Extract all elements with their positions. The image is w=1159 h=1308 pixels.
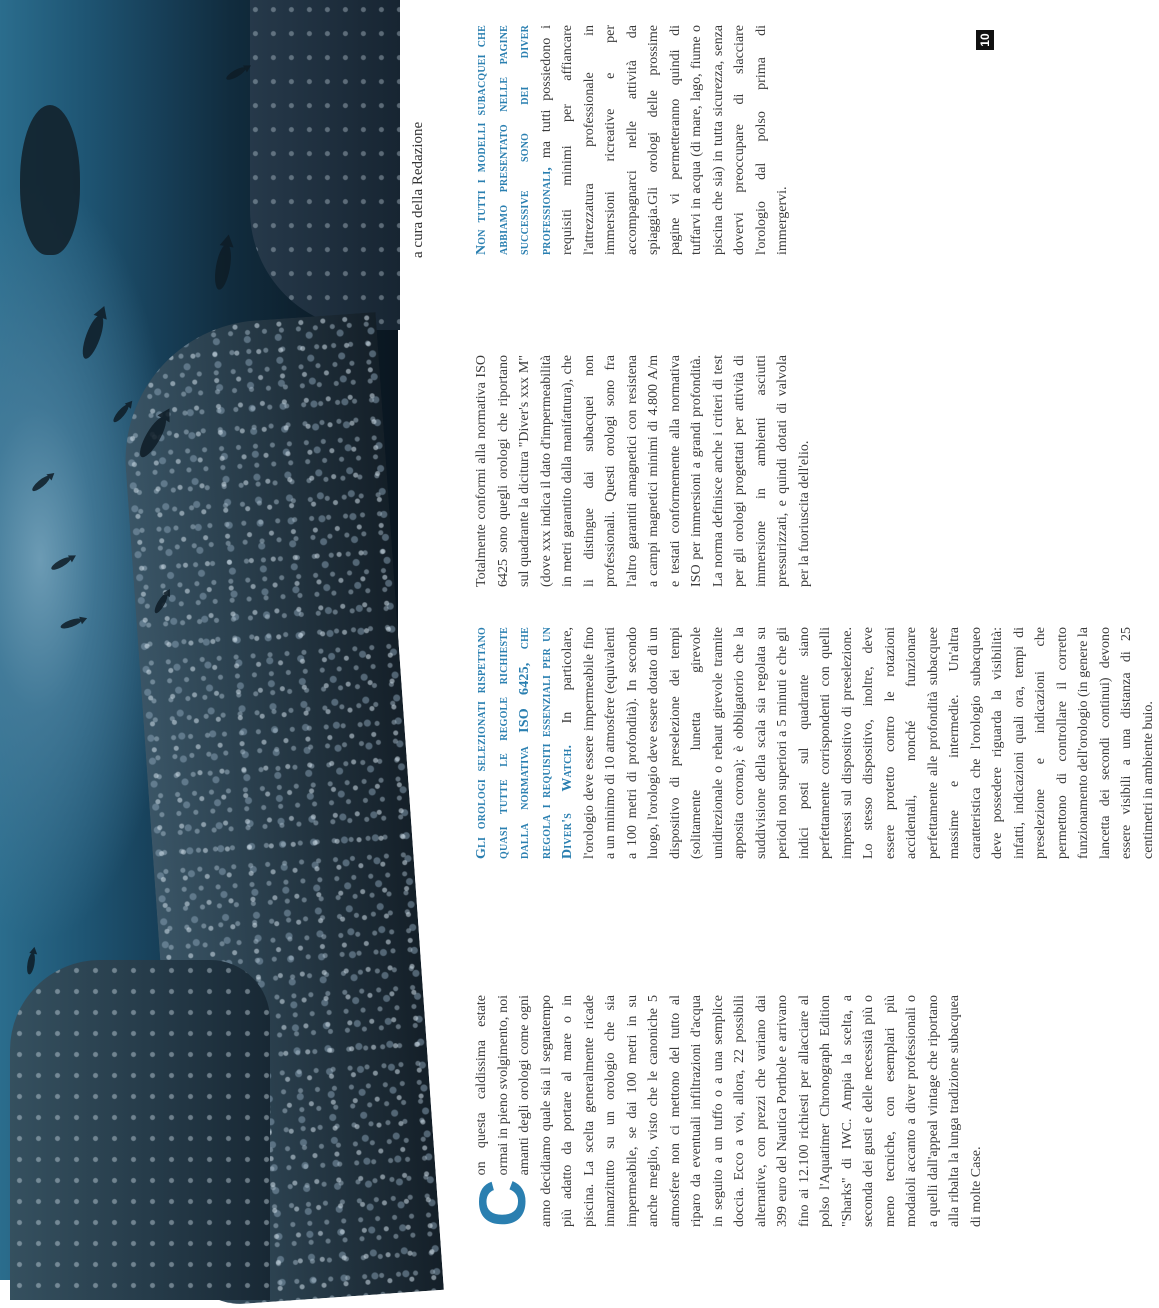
text-column-1 [465,995,991,1227]
intro-text: on questa caldissima estate ormai in pieno svolgimento, noi amanti degli orologi come ogni anno decidiamo quale sia il segnatempo più adatto da portare al mare o in piscina. La scelta generalmente ricade innanzitutto su un orologio che sia impermeabile, se dai 100 metri in su anche meglio, visto che le canoniche 5 atmosfere non ci mettono del tutto al riparo da eventuali infiltrazioni d'acqua in seguito a un tuffo o a una semplice doccia. Ecco a voi, allora, 22 possibili alternative, con prezzi che variano dai 399 euro del Nautica Porthole e arrivano fino ai 12.100 richiesti per allacciare al polso l'Aquatimer Chronograph Edition "Sharks" di IWC. Ampia la scelta, a seconda dei gusti e delle necessità più o meno tecniche, con esemplari più modaioli accanto a diver professionali o a quelli dall'appeal vintage che riportano alla ribalta la lunga tradizione subacquea di molte Case. [474,995,984,1227]
iso-paragraph [471,627,1159,859]
section-lead-iso: Gli orologi selezionati rispettano quasi tutte le regole richieste dalla normativa ISO 6425, che regola i requisiti essenziali per un Diver's Watch. [474,627,575,859]
fish [30,474,51,494]
fish [225,65,248,82]
drop-cap: C [465,1179,539,1227]
text-column-2 [471,627,1156,859]
intro-paragraph [465,995,987,1227]
page-number: 10 [976,30,994,50]
reef-rock [10,960,270,1300]
byline: a cura della Redazione [410,121,426,258]
conformity-paragraph [471,355,815,587]
conformity-text: Totalmente conformi alla normativa ISO 6425 sono quegli orologi che riportano sul quadrante la dicitura "Diver's xxx M" (dove xxx indica il dato d'impermeabilità in metri garantito dalla manifattura), che li distingue dai subacquei non professionali. Questi orologi sono fra l'altro garantiti amagnetici con resistena a campi magnetici minimi di 4.800 A/m e testati conformemente alla normativa ISO per immersioni a grandi profondità. La norma definisce anche i criteri di test per gli orologi progettati per attività di immersione in ambienti asciutti pressurizzati, e quindi dotati di valvola per la fuoriuscita dell'elio. [474,355,812,587]
models-text: ma tutti possiedono i requisiti minimi per affiancare l'attrezzatura professionale in immersioni ricreative e per accompagnarci nelle attività da spiaggia.Gli orologi delle prossime pagine vi permetteranno quindi di tuffarvi in acqua (di mare, lago, fiume o piscina che sia) in tutta sicurezza, senza dovervi preoccupare di slacciare l'orologio dal polso prima di immergervi. [538,25,790,255]
underwater-photo [0,0,398,1280]
models-paragraph [471,25,794,255]
fish [26,952,37,975]
fish [79,313,108,361]
text-column-3 [471,355,991,587]
fish [111,403,131,424]
text-column-4 [471,25,991,255]
fish [50,555,73,572]
fish [212,243,234,291]
reef-rock [250,0,400,330]
sea-turtle [20,105,80,255]
iso-text: In particolare, l'orologio deve essere impermeabile fino a un minimo di 10 atmosfere (equivalenti a 100 metri di profondità). In secondo luogo, l'orologio deve essere dotato di un dispositivo di preselezione dei tempi (solitamente lunetta girevole unidirezionale o rehaut girevole tramite apposita corona); è obbligatorio che la suddivisione della scala sia regolata su periodi non superiori a 5 minuti e che gli indici posti sul quadrante siano perfettamente corrispondenti con quelli impressi sul dispositivo di preselezione. Lo stesso dispositivo, inoltre, deve essere protetto contro le rotazioni accidentali, nonché funzionare perfettamente alle profondità subacquee massime e intermedie. Un'altra caratteristica che l'orologio subacqueo deve possedere riguarda la visibilità: infatti, indicazioni quali ora, tempi di preselezione e indicazioni che permettono di controllare il corretto funzionamento dell'orologio (in genere la lancetta dei secondi continui) devono essere visibili a una distanza di 25 centimetri in ambiente buio. [560,627,1156,859]
fish [59,616,82,630]
section-lead-models: Non tutti i modelli subacquei che abbiamo presentato nelle pagine successive sono dei diver professionali, [474,25,554,255]
article-text-page [398,0,1156,1280]
